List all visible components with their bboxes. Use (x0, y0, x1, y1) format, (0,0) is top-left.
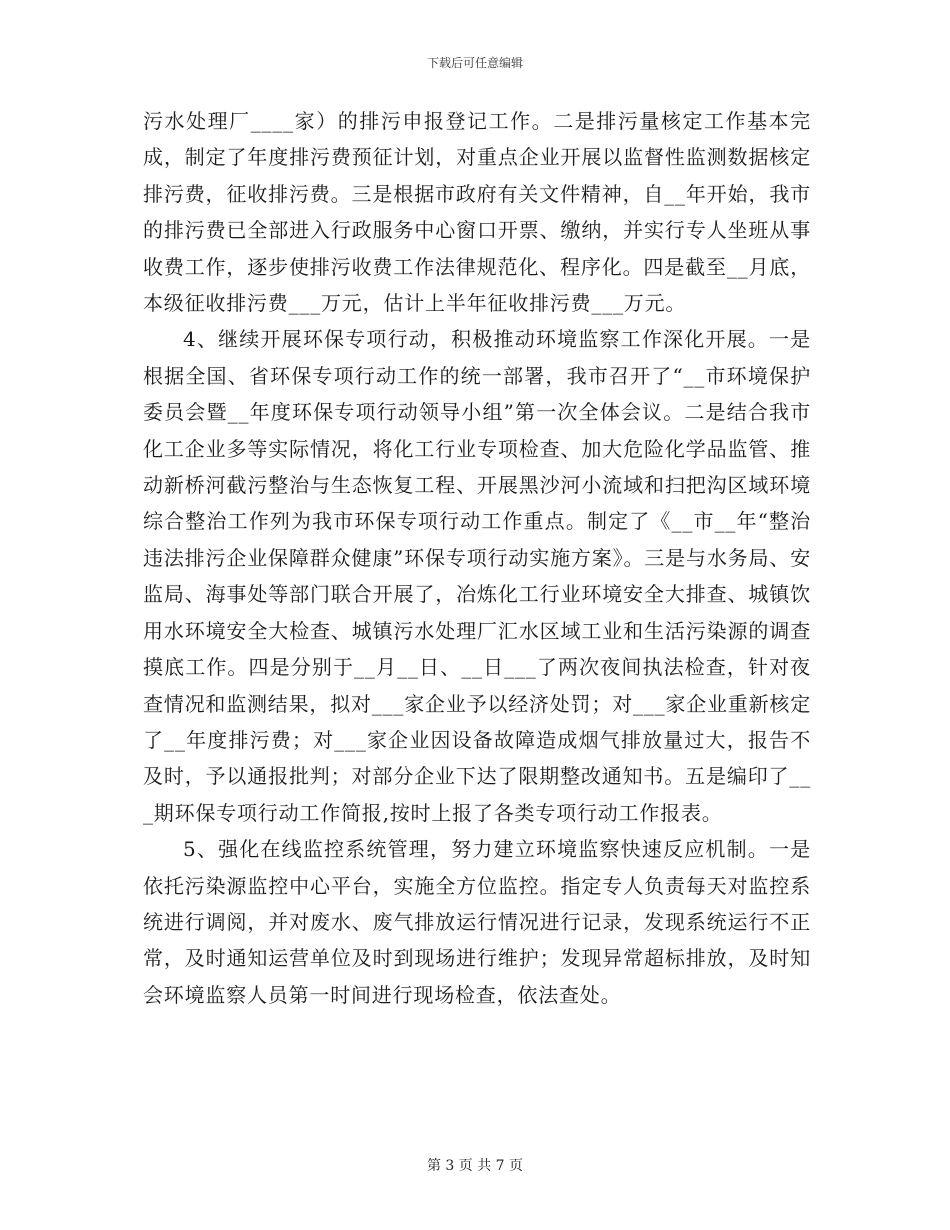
page-header: 下载后可任意编辑 (426, 56, 523, 70)
paragraph-section-5: 5、强化在线监控系统管理，努力建立环境监察快速反应机制。一是依托污染源监控中心平台，实施全方位监控。指定专人负责每天对监控系统进行调阅，并对废水、废气排放运行情况进行记录，发现系统运行不正常，及时通知运营单位及时到现场进行维护；发现异常超标排放，及时知会环境监察人员第一时间进行现场检查，依法查处。 (143, 837, 811, 1007)
paragraph-section-4: 4、继续开展环保专项行动，积极推动环境监察工作深化开展。一是根据全国、省环保专项行动工作的统一部署，我市召开了“__市环境保护委员会暨__年度环保专项行动领导小组”第一次全体会议。二是结合我市化工企业多等实际情况，将化工行业专项检查、加大危险化学品监管、推动新桥河截污整治与生态恢复工程、开展黑沙河小流域和扫把沟区域环境综合整治工作列为我市环保专项行动工作重点。制定了《__市__年“整治违法排污企业保障群众健康”环保专项行动实施方案》。三是与水务局、安监局、海事处等部门联合开展了，冶炼化工行业环境安全大排查、城镇饮用水环境安全大检查、城镇污水处理厂汇水区域工业和生活污染源的调查摸底工作。四是分别于__月__日、__日___了两次夜间执法检查，针对夜查情况和监测结果，拟对___家企业予以经济处罚；对___家企业重新核定了__年度排污费；对___家企业因设备故障造成烟气排放量过大，报告不及时，予以通报批判；对部分企业下达了限期整改通知书。五是编印了___期环保专项行动工作简报,按时上报了各类专项行动工作报表。 (143, 327, 811, 825)
paragraph-continued: 污水处理厂____家）的排污申报登记工作。二是排污量核定工作基本完成，制定了年度排污费预征计划，对重点企业开展以监督性监测数据核定排污费，征收排污费。三是根据市政府有关文件精神，自__年开始，我市的排污费已全部进入行政服务中心窗口开票、缴纳，并实行专人坐班从事收费工作，逐步使排污收费工作法律规范化、程序化。四是截至__月底，本级征收排污费___万元，估计上半年征收排污费___万元。 (143, 109, 811, 316)
page-number-footer: 第 3 页 共 7 页 (426, 1158, 524, 1174)
document-body (143, 103, 811, 1013)
